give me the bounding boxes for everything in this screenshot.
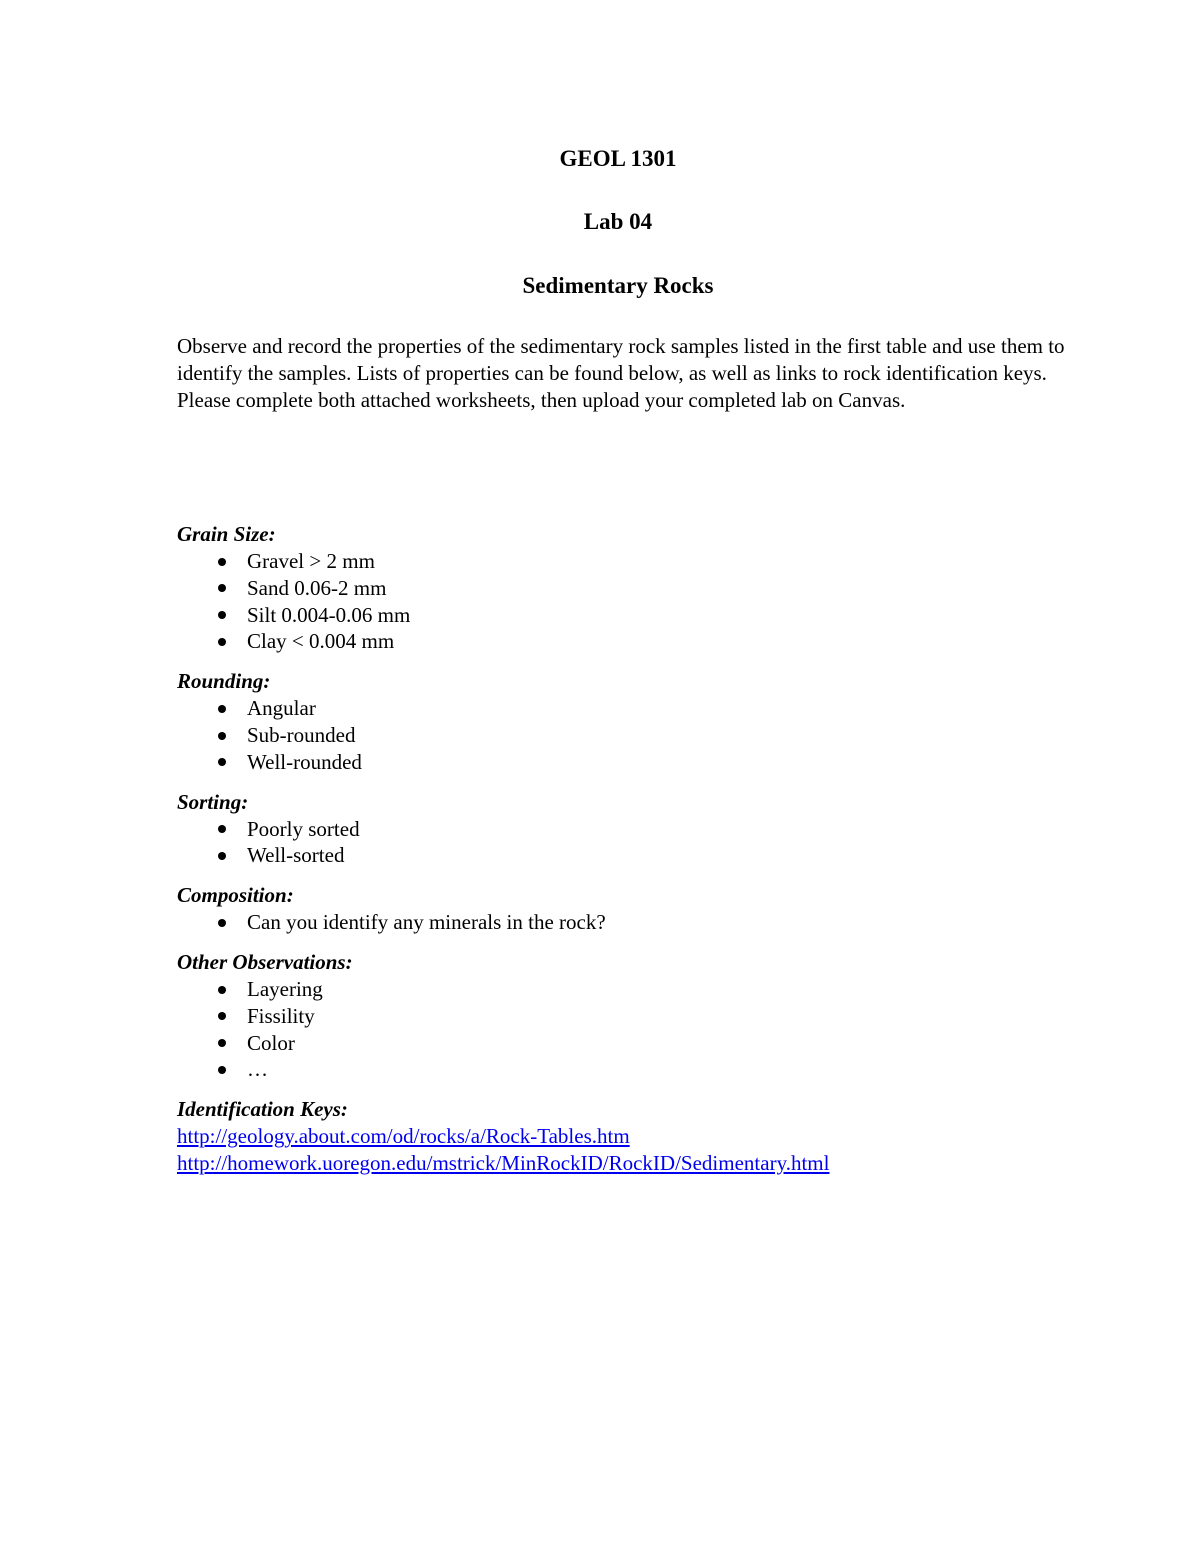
lab-number: Lab 04 <box>583 209 653 234</box>
list-item <box>177 1003 1077 1030</box>
section-heading: Composition: <box>177 883 294 908</box>
list-item-text: Sand 0.06-2 mm <box>247 575 387 600</box>
section-grain-size <box>177 521 1077 655</box>
list-item-text: Sub-rounded <box>247 722 356 747</box>
list-item-text: Poorly sorted <box>247 816 360 841</box>
list-item-text: Layering <box>247 976 323 1001</box>
list-item <box>177 628 1077 655</box>
section-heading: Other Observations: <box>177 949 353 974</box>
list-item-text: … <box>247 1057 268 1082</box>
list-item <box>177 842 1077 869</box>
bullet-icon <box>212 1056 232 1083</box>
intro-paragraph: Observe and record the properties of the sedimentary rock samples listed in the first table and use them to identify the samples. Lists of properties can be found below, as well as links to rock identification keys. Please complete both attached worksheets, then upload your completed lab on Canvas. <box>177 334 1065 412</box>
list-item <box>177 548 1077 575</box>
link-uoregon-sedimentary[interactable]: http://homework.uoregon.edu/mstrick/MinRockID/RockID/Sedimentary.html <box>177 1151 830 1176</box>
link-geology-about[interactable]: http://geology.about.com/od/rocks/a/Rock-Tables.htm <box>177 1124 630 1149</box>
list-item <box>177 1056 1077 1083</box>
list-item-text: Can you identify any minerals in the rock? <box>247 910 606 935</box>
section-composition <box>177 882 1077 936</box>
list-item <box>177 976 1077 1003</box>
item-list <box>177 816 1077 870</box>
list-item <box>177 575 1077 602</box>
bullet-icon <box>212 1030 232 1057</box>
item-list <box>177 976 1077 1083</box>
section-heading: Rounding: <box>177 669 271 694</box>
course-title: GEOL 1301 <box>559 146 677 171</box>
list-item <box>177 695 1077 722</box>
section-heading: Grain Size: <box>177 522 276 546</box>
bullet-icon <box>212 842 232 869</box>
list-item-text: Angular <box>247 696 316 721</box>
section-heading: Identification Keys: <box>177 1097 348 1122</box>
list-item <box>177 816 1077 843</box>
bullet-icon <box>212 816 232 843</box>
bullet-icon <box>212 749 232 776</box>
item-list <box>177 548 1077 655</box>
list-item-text: Silt 0.004-0.06 mm <box>247 602 411 627</box>
list-item <box>177 602 1077 629</box>
bullet-icon <box>212 976 232 1003</box>
lab-topic: Sedimentary Rocks <box>522 273 714 298</box>
bullet-icon <box>212 628 232 655</box>
properties-list <box>177 521 1077 1190</box>
bullet-icon <box>212 695 232 722</box>
section-identification-keys <box>177 1096 1077 1177</box>
bullet-icon <box>212 722 232 749</box>
bullet-icon <box>212 602 232 629</box>
list-item-text: Gravel > 2 mm <box>247 549 375 573</box>
section-heading: Sorting: <box>177 789 249 814</box>
list-item-text: Clay < 0.004 mm <box>247 629 395 654</box>
item-list <box>177 909 1077 936</box>
list-item-text: Well-sorted <box>247 843 345 868</box>
section-other-observations <box>177 949 1077 1083</box>
link-list <box>177 1123 1077 1177</box>
bullet-icon <box>212 1003 232 1030</box>
list-item-text: Well-rounded <box>247 749 362 774</box>
section-sorting <box>177 789 1077 870</box>
list-item <box>177 909 1077 936</box>
list-item-text: Color <box>247 1030 295 1055</box>
list-item <box>177 1030 1077 1057</box>
list-item <box>177 749 1077 776</box>
bullet-icon <box>212 548 232 575</box>
section-rounding <box>177 668 1077 775</box>
bullet-icon <box>212 575 232 602</box>
bullet-icon <box>212 909 232 936</box>
list-item <box>177 722 1077 749</box>
list-item-text: Fissility <box>247 1003 315 1028</box>
item-list <box>177 695 1077 775</box>
